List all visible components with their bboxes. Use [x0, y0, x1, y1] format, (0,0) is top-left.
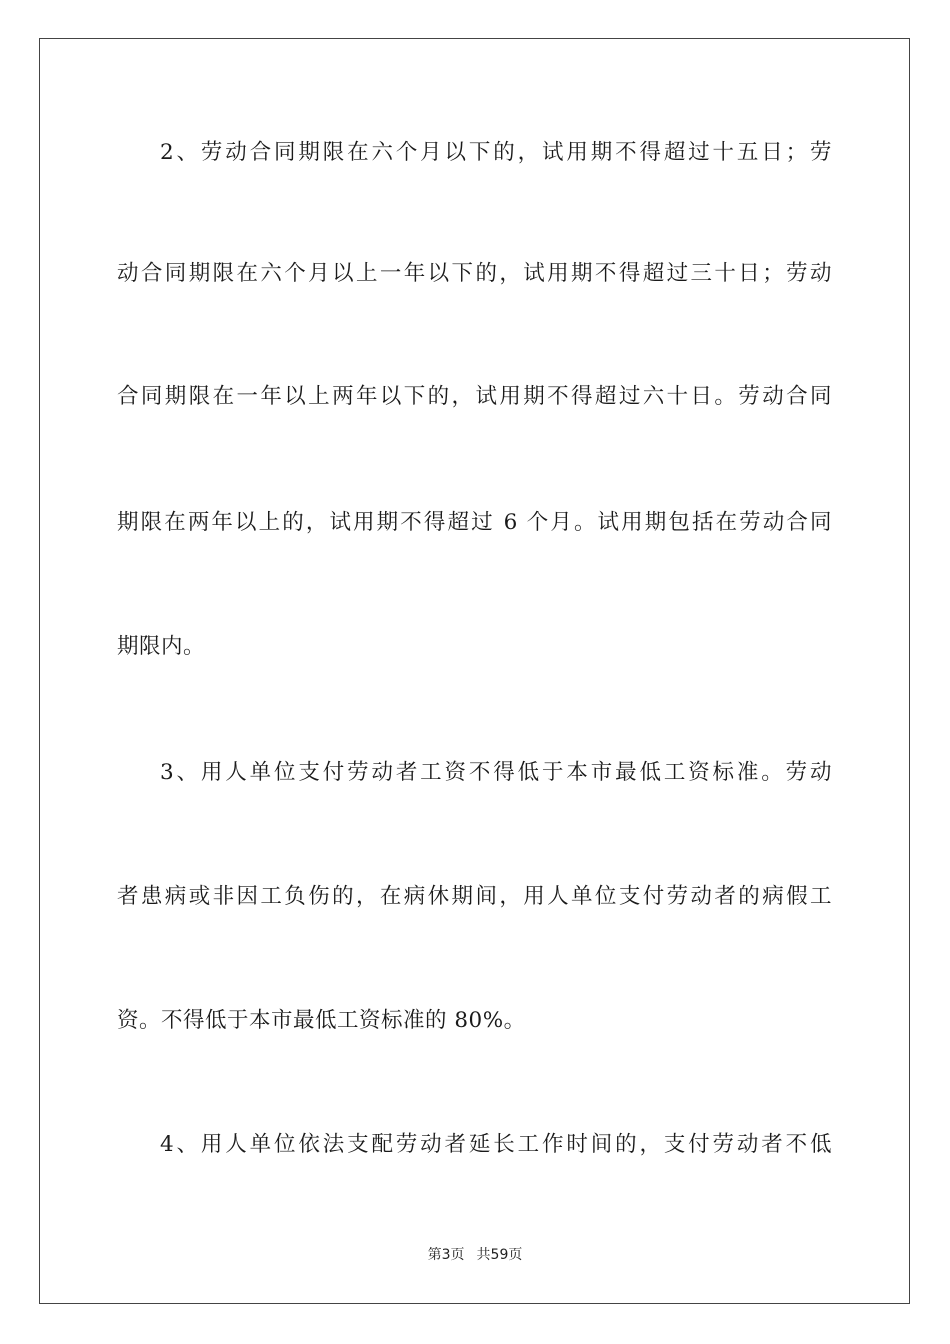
paragraph-2-line-3: 合同期限在一年以上两年以下的，试用期不得超过六十日。劳动合同	[117, 384, 832, 409]
paragraph-3-line-2: 者患病或非因工负伤的，在病休期间，用人单位支付劳动者的病假工	[117, 884, 832, 909]
current-page-number: 第3页	[427, 1247, 465, 1263]
paragraph-2-line-1: 2、劳动合同期限在六个月以下的，试用期不得超过十五日；劳	[160, 140, 832, 165]
page-border	[39, 38, 910, 1304]
paragraph-3-line-1: 3、用人单位支付劳动者工资不得低于本市最低工资标准。劳动	[160, 760, 832, 785]
total-page-count: 共59页	[476, 1247, 523, 1263]
paragraph-4-line-1: 4、用人单位依法支配劳动者延长工作时间的，支付劳动者不低	[160, 1132, 832, 1157]
paragraph-2-line-4: 期限在两年以上的，试用期不得超过 6 个月。试用期包括在劳动合同	[117, 510, 832, 535]
paragraph-2-line-2: 动合同期限在六个月以上一年以下的，试用期不得超过三十日；劳动	[117, 261, 832, 286]
paragraph-2-line-5: 期限内。	[117, 634, 206, 659]
paragraph-3-line-3: 资。不得低于本市最低工资标准的 80%。	[117, 1008, 526, 1033]
page-footer	[0, 1245, 950, 1265]
